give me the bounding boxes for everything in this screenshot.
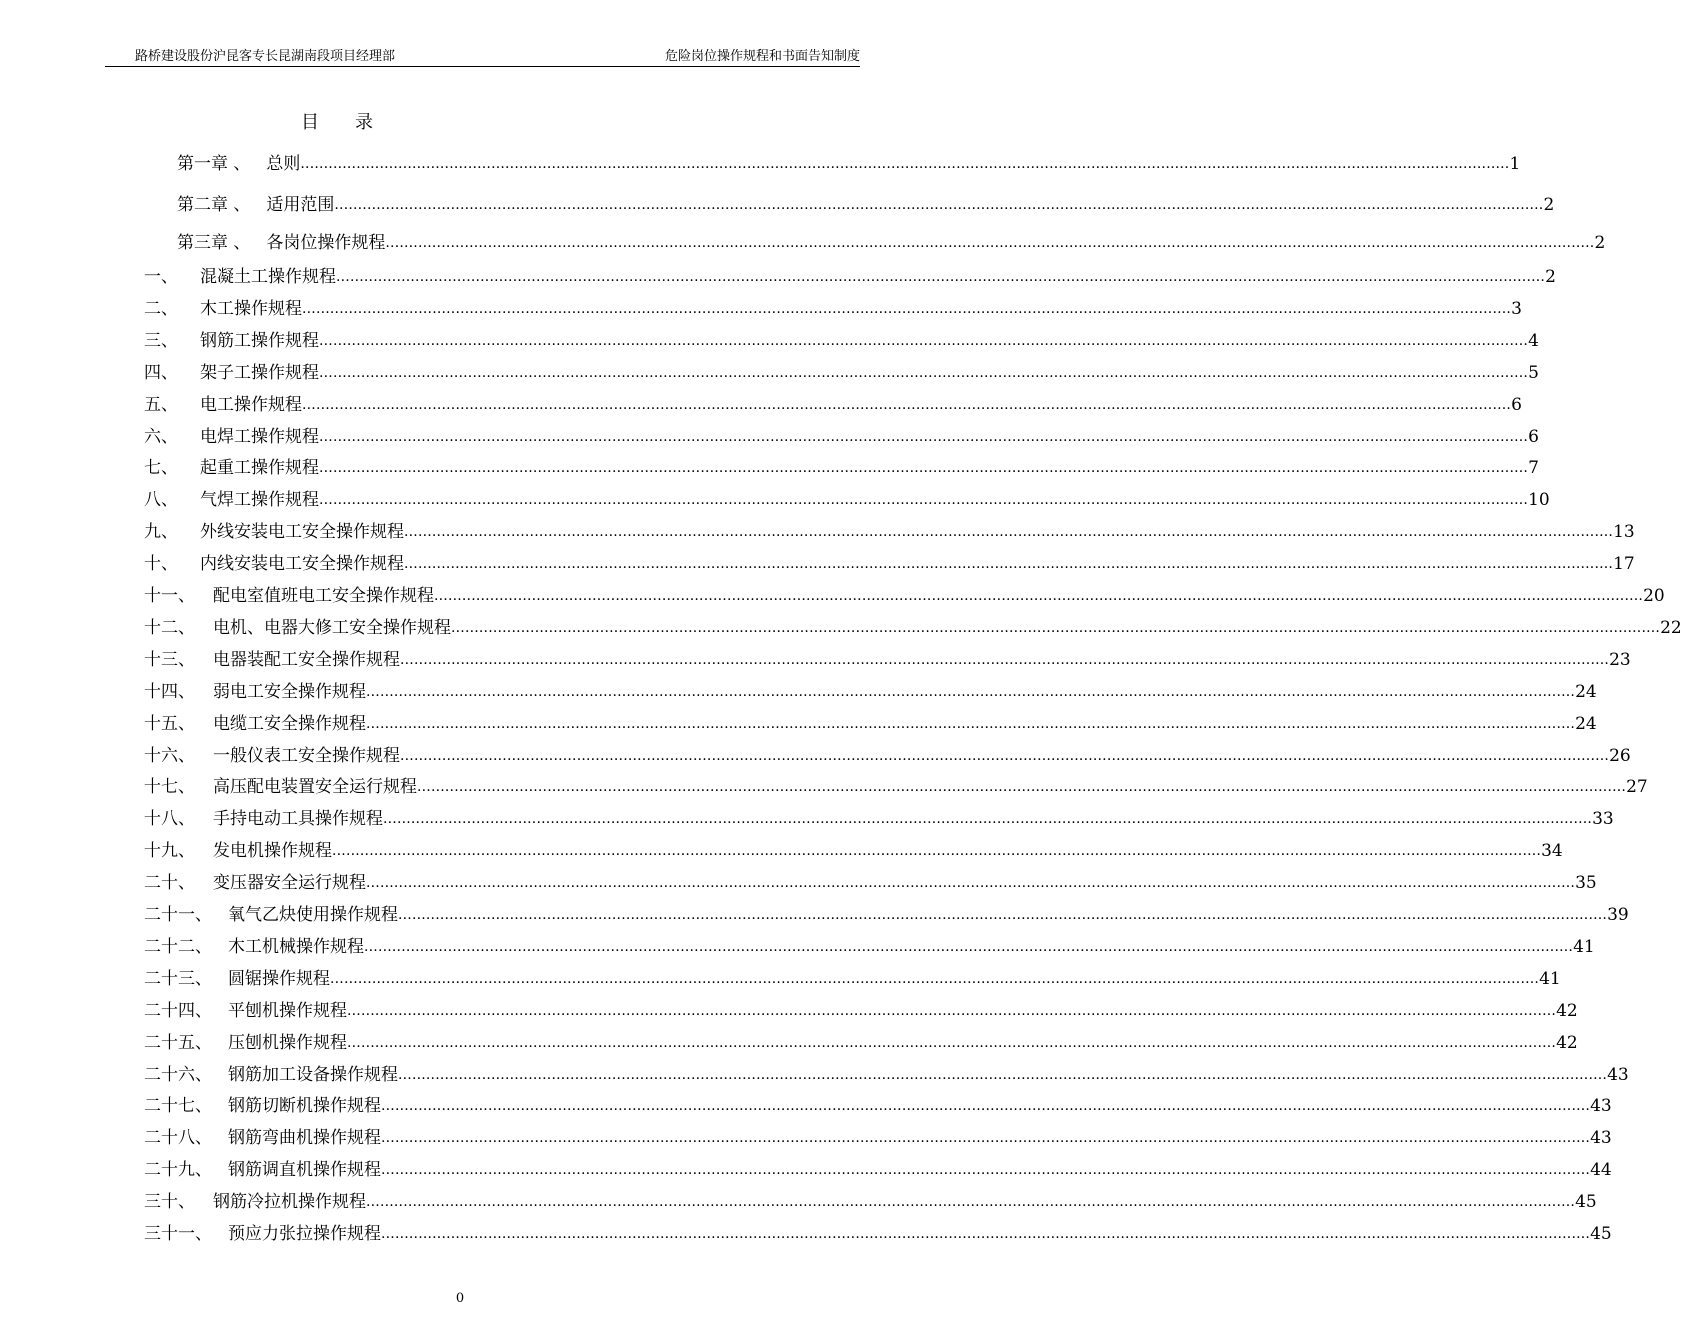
toc-chapter[interactable] xyxy=(177,151,1521,177)
toc-item[interactable] xyxy=(144,1093,1612,1119)
toc-entry-number: 二十二、 xyxy=(144,937,212,957)
toc-item[interactable] xyxy=(144,1125,1612,1151)
toc-dot-leader: .................................................................................................................................................................................................................................................................... xyxy=(400,748,1610,764)
toc-dot-leader: .................................................................................................................................................................................................................................................................... xyxy=(400,652,1610,668)
toc-entry-title: 一般仪表工安全操作规程 xyxy=(213,746,400,766)
toc-dot-leader: .................................................................................................................................................................................................................................................................... xyxy=(319,460,1529,476)
toc-entry-title: 手持电动工具操作规程 xyxy=(213,809,383,829)
toc-item[interactable] xyxy=(144,615,1682,641)
toc-item[interactable] xyxy=(144,328,1539,354)
toc-entry-title: 总则 xyxy=(266,154,301,174)
toc-item[interactable] xyxy=(144,1157,1612,1183)
page-number: 0 xyxy=(455,1291,465,1306)
toc-item[interactable] xyxy=(144,296,1522,322)
toc-item[interactable] xyxy=(144,806,1614,832)
toc-chapter[interactable] xyxy=(177,192,1555,218)
toc-chapter[interactable] xyxy=(177,230,1606,256)
toc-entry-number: 五、 xyxy=(144,395,178,415)
toc-dot-leader: .................................................................................................................................................................................................................................................................... xyxy=(398,907,1608,923)
toc-entry-title: 钢筋弯曲机操作规程 xyxy=(228,1128,381,1148)
toc-entry-number: 第二章 、 xyxy=(177,195,251,215)
toc-item[interactable] xyxy=(144,583,1665,609)
toc-dot-leader: .................................................................................................................................................................................................................................................................... xyxy=(417,779,1627,795)
toc-entry-page: 27 xyxy=(1626,777,1648,797)
toc-dot-leader: .................................................................................................................................................................................................................................................................... xyxy=(319,333,1529,349)
toc-entry-page: 39 xyxy=(1607,905,1629,925)
toc-entry-title: 钢筋切断机操作规程 xyxy=(228,1096,381,1116)
toc-entry-number: 二十七、 xyxy=(144,1096,212,1116)
toc-entry-page: 42 xyxy=(1556,1033,1578,1053)
toc-entry-page: 20 xyxy=(1643,586,1665,606)
toc-entry-number: 二、 xyxy=(144,299,178,319)
toc-entry-number: 十八、 xyxy=(144,809,195,829)
toc-entry-number: 第一章 、 xyxy=(177,154,251,174)
toc-entry-number: 三十一、 xyxy=(144,1224,212,1244)
toc-entry-page: 17 xyxy=(1613,554,1635,574)
toc-entry-title: 电机、电器大修工安全操作规程 xyxy=(213,618,451,638)
toc-item[interactable] xyxy=(144,551,1635,577)
toc-entry-page: 45 xyxy=(1590,1224,1612,1244)
toc-entry-page: 24 xyxy=(1575,714,1597,734)
toc-dot-leader: .................................................................................................................................................................................................................................................................... xyxy=(381,1130,1591,1146)
toc-dot-leader: .................................................................................................................................................................................................................................................................... xyxy=(319,365,1529,381)
toc-entry-number: 二十九、 xyxy=(144,1160,212,1180)
toc-entry-page: 41 xyxy=(1573,937,1595,957)
toc-entry-number: 三、 xyxy=(144,331,178,351)
toc-entry-number: 十二、 xyxy=(144,618,195,638)
toc-entry-page: 34 xyxy=(1541,841,1563,861)
toc-entry-title: 氧气乙炔使用操作规程 xyxy=(228,905,398,925)
toc-dot-leader: .................................................................................................................................................................................................................................................................... xyxy=(434,588,1644,604)
toc-entry-number: 二十三、 xyxy=(144,969,212,989)
toc-entry-number: 九、 xyxy=(144,522,178,542)
toc-item[interactable] xyxy=(144,711,1597,737)
toc-item[interactable] xyxy=(144,487,1550,513)
toc-item[interactable] xyxy=(144,264,1556,290)
toc-entry-number: 十九、 xyxy=(144,841,195,861)
toc-entry-page: 45 xyxy=(1575,1192,1597,1212)
toc-entry-title: 平刨机操作规程 xyxy=(228,1001,347,1021)
toc-entry-number: 二十五、 xyxy=(144,1033,212,1053)
toc-entry-page: 10 xyxy=(1528,490,1550,510)
toc-entry-page: 33 xyxy=(1592,809,1614,829)
toc-entry-number: 六、 xyxy=(144,427,178,447)
toc-item[interactable] xyxy=(144,392,1522,418)
toc-dot-leader: .................................................................................................................................................................................................................................................................... xyxy=(300,156,1510,172)
toc-item[interactable] xyxy=(144,774,1648,800)
toc-entry-page: 35 xyxy=(1575,873,1597,893)
toc-entry-page: 24 xyxy=(1575,682,1597,702)
toc-entry-title: 木工机械操作规程 xyxy=(228,937,364,957)
toc-entry-page: 23 xyxy=(1609,650,1631,670)
toc-entry-number: 十七、 xyxy=(144,777,195,797)
toc-entry-title: 钢筋工操作规程 xyxy=(200,331,319,351)
toc-dot-leader: .................................................................................................................................................................................................................................................................... xyxy=(366,684,1576,700)
toc-entry-title: 架子工操作规程 xyxy=(200,363,319,383)
toc-entry-page: 4 xyxy=(1528,331,1539,351)
toc-item[interactable] xyxy=(144,966,1561,992)
toc-entry-title: 混凝土工操作规程 xyxy=(200,267,336,287)
toc-entry-title: 钢筋调直机操作规程 xyxy=(228,1160,381,1180)
toc-entry-number: 二十、 xyxy=(144,873,195,893)
toc-dot-leader: .................................................................................................................................................................................................................................................................... xyxy=(364,939,1574,955)
toc-item[interactable] xyxy=(144,998,1578,1024)
toc-dot-leader: .................................................................................................................................................................................................................................................................... xyxy=(334,197,1544,213)
toc-entry-title: 内线安装电工安全操作规程 xyxy=(200,554,404,574)
toc-item[interactable] xyxy=(144,743,1631,769)
header-document-title: 危险岗位操作规程和书面告知制度 xyxy=(664,49,860,64)
toc-dot-leader: .................................................................................................................................................................................................................................................................... xyxy=(347,1035,1557,1051)
toc-item[interactable] xyxy=(144,838,1563,864)
toc-entry-number: 二十一、 xyxy=(144,905,212,925)
toc-entry-number: 七、 xyxy=(144,458,178,478)
toc-dot-leader: .................................................................................................................................................................................................................................................................... xyxy=(302,301,1512,317)
toc-dot-leader: .................................................................................................................................................................................................................................................................... xyxy=(398,1067,1608,1083)
toc-item[interactable] xyxy=(144,519,1635,545)
toc-dot-leader: .................................................................................................................................................................................................................................................................... xyxy=(451,620,1661,636)
toc-entry-title: 电工操作规程 xyxy=(200,395,302,415)
toc-entry-number: 十六、 xyxy=(144,746,195,766)
toc-entry-title: 外线安装电工安全操作规程 xyxy=(200,522,404,542)
toc-entry-title: 压刨机操作规程 xyxy=(228,1033,347,1053)
toc-item[interactable] xyxy=(144,934,1595,960)
toc-entry-title: 钢筋冷拉机操作规程 xyxy=(213,1192,366,1212)
toc-item[interactable] xyxy=(144,455,1539,481)
toc-item[interactable] xyxy=(144,424,1539,450)
toc-item[interactable] xyxy=(144,360,1539,386)
toc-entry-title: 起重工操作规程 xyxy=(200,458,319,478)
toc-dot-leader: .................................................................................................................................................................................................................................................................... xyxy=(336,269,1546,285)
toc-entry-page: 6 xyxy=(1528,427,1539,447)
toc-entry-page: 7 xyxy=(1528,458,1539,478)
toc-entry-page: 5 xyxy=(1528,363,1539,383)
toc-dot-leader: .................................................................................................................................................................................................................................................................... xyxy=(302,397,1512,413)
toc-entry-number: 二十四、 xyxy=(144,1001,212,1021)
header-project-name: 路桥建设股份沪昆客专长昆湖南段项目经理部 xyxy=(135,49,396,64)
toc-item[interactable] xyxy=(144,870,1597,896)
toc-dot-leader: .................................................................................................................................................................................................................................................................... xyxy=(385,235,1595,251)
toc-entry-page: 43 xyxy=(1607,1065,1629,1085)
toc-entry-title: 配电室值班电工安全操作规程 xyxy=(213,586,434,606)
toc-entry-title: 高压配电装置安全运行规程 xyxy=(213,777,417,797)
toc-entry-page: 26 xyxy=(1609,746,1631,766)
toc-entry-page: 42 xyxy=(1556,1001,1578,1021)
toc-entry-page: 2 xyxy=(1543,195,1555,215)
toc-item[interactable] xyxy=(144,1062,1629,1088)
page-header xyxy=(105,48,860,67)
toc-entry-page: 1 xyxy=(1509,154,1521,174)
toc-entry-number: 一、 xyxy=(144,267,178,287)
toc-item[interactable] xyxy=(144,1030,1578,1056)
toc-entry-title: 电缆工安全操作规程 xyxy=(213,714,366,734)
toc-item[interactable] xyxy=(144,902,1629,928)
toc-entry-title: 木工操作规程 xyxy=(200,299,302,319)
toc-entry-number: 第三章 、 xyxy=(177,233,251,253)
toc-entry-number: 三十、 xyxy=(144,1192,195,1212)
toc-entry-page: 41 xyxy=(1539,969,1561,989)
toc-dot-leader: .................................................................................................................................................................................................................................................................... xyxy=(383,811,1593,827)
toc-entry-title: 钢筋加工设备操作规程 xyxy=(228,1065,398,1085)
toc-item[interactable] xyxy=(144,1189,1597,1215)
toc-dot-leader: .................................................................................................................................................................................................................................................................... xyxy=(381,1226,1591,1242)
toc-entry-number: 十四、 xyxy=(144,682,195,702)
toc-entry-page: 44 xyxy=(1590,1160,1612,1180)
toc-dot-leader: .................................................................................................................................................................................................................................................................... xyxy=(366,716,1576,732)
toc-dot-leader: .................................................................................................................................................................................................................................................................... xyxy=(319,429,1529,445)
toc-entry-page: 2 xyxy=(1594,233,1606,253)
toc-entry-title: 圆锯操作规程 xyxy=(228,969,330,989)
toc-title: 目录 xyxy=(301,112,409,133)
toc-entry-page: 43 xyxy=(1590,1128,1612,1148)
toc-item[interactable] xyxy=(144,1221,1612,1247)
toc-entry-title: 弱电工安全操作规程 xyxy=(213,682,366,702)
toc-entry-number: 十、 xyxy=(144,554,178,574)
toc-entry-page: 22 xyxy=(1660,618,1682,638)
toc-entry-title: 气焊工操作规程 xyxy=(200,490,319,510)
toc-dot-leader: .................................................................................................................................................................................................................................................................... xyxy=(330,971,1540,987)
toc-dot-leader: .................................................................................................................................................................................................................................................................... xyxy=(381,1098,1591,1114)
toc-entry-page: 3 xyxy=(1511,299,1522,319)
toc-entry-title: 电焊工操作规程 xyxy=(200,427,319,447)
toc-dot-leader: .................................................................................................................................................................................................................................................................... xyxy=(404,556,1614,572)
toc-dot-leader: .................................................................................................................................................................................................................................................................... xyxy=(366,875,1576,891)
toc-entry-page: 13 xyxy=(1613,522,1635,542)
toc-entry-number: 二十六、 xyxy=(144,1065,212,1085)
toc-item[interactable] xyxy=(144,647,1631,673)
toc-entry-number: 四、 xyxy=(144,363,178,383)
toc-entry-title: 变压器安全运行规程 xyxy=(213,873,366,893)
toc-dot-leader: .................................................................................................................................................................................................................................................................... xyxy=(332,843,1542,859)
toc-entry-page: 6 xyxy=(1511,395,1522,415)
toc-entry-number: 十一、 xyxy=(144,586,195,606)
toc-entry-page: 2 xyxy=(1545,267,1556,287)
toc-entry-number: 十三、 xyxy=(144,650,195,670)
toc-dot-leader: .................................................................................................................................................................................................................................................................... xyxy=(347,1003,1557,1019)
toc-dot-leader: .................................................................................................................................................................................................................................................................... xyxy=(404,524,1614,540)
toc-entry-title: 预应力张拉操作规程 xyxy=(228,1224,381,1244)
toc-entry-title: 适用范围 xyxy=(266,195,335,215)
toc-dot-leader: .................................................................................................................................................................................................................................................................... xyxy=(366,1194,1576,1210)
toc-entry-title: 各岗位操作规程 xyxy=(266,233,386,253)
toc-entry-title: 电器装配工安全操作规程 xyxy=(213,650,400,670)
toc-dot-leader: .................................................................................................................................................................................................................................................................... xyxy=(381,1162,1591,1178)
toc-entry-number: 十五、 xyxy=(144,714,195,734)
toc-entry-page: 43 xyxy=(1590,1096,1612,1116)
toc-entry-number: 八、 xyxy=(144,490,178,510)
toc-entry-number: 二十八、 xyxy=(144,1128,212,1148)
toc-entry-title: 发电机操作规程 xyxy=(213,841,332,861)
toc-item[interactable] xyxy=(144,679,1597,705)
toc-dot-leader: .................................................................................................................................................................................................................................................................... xyxy=(319,492,1529,508)
